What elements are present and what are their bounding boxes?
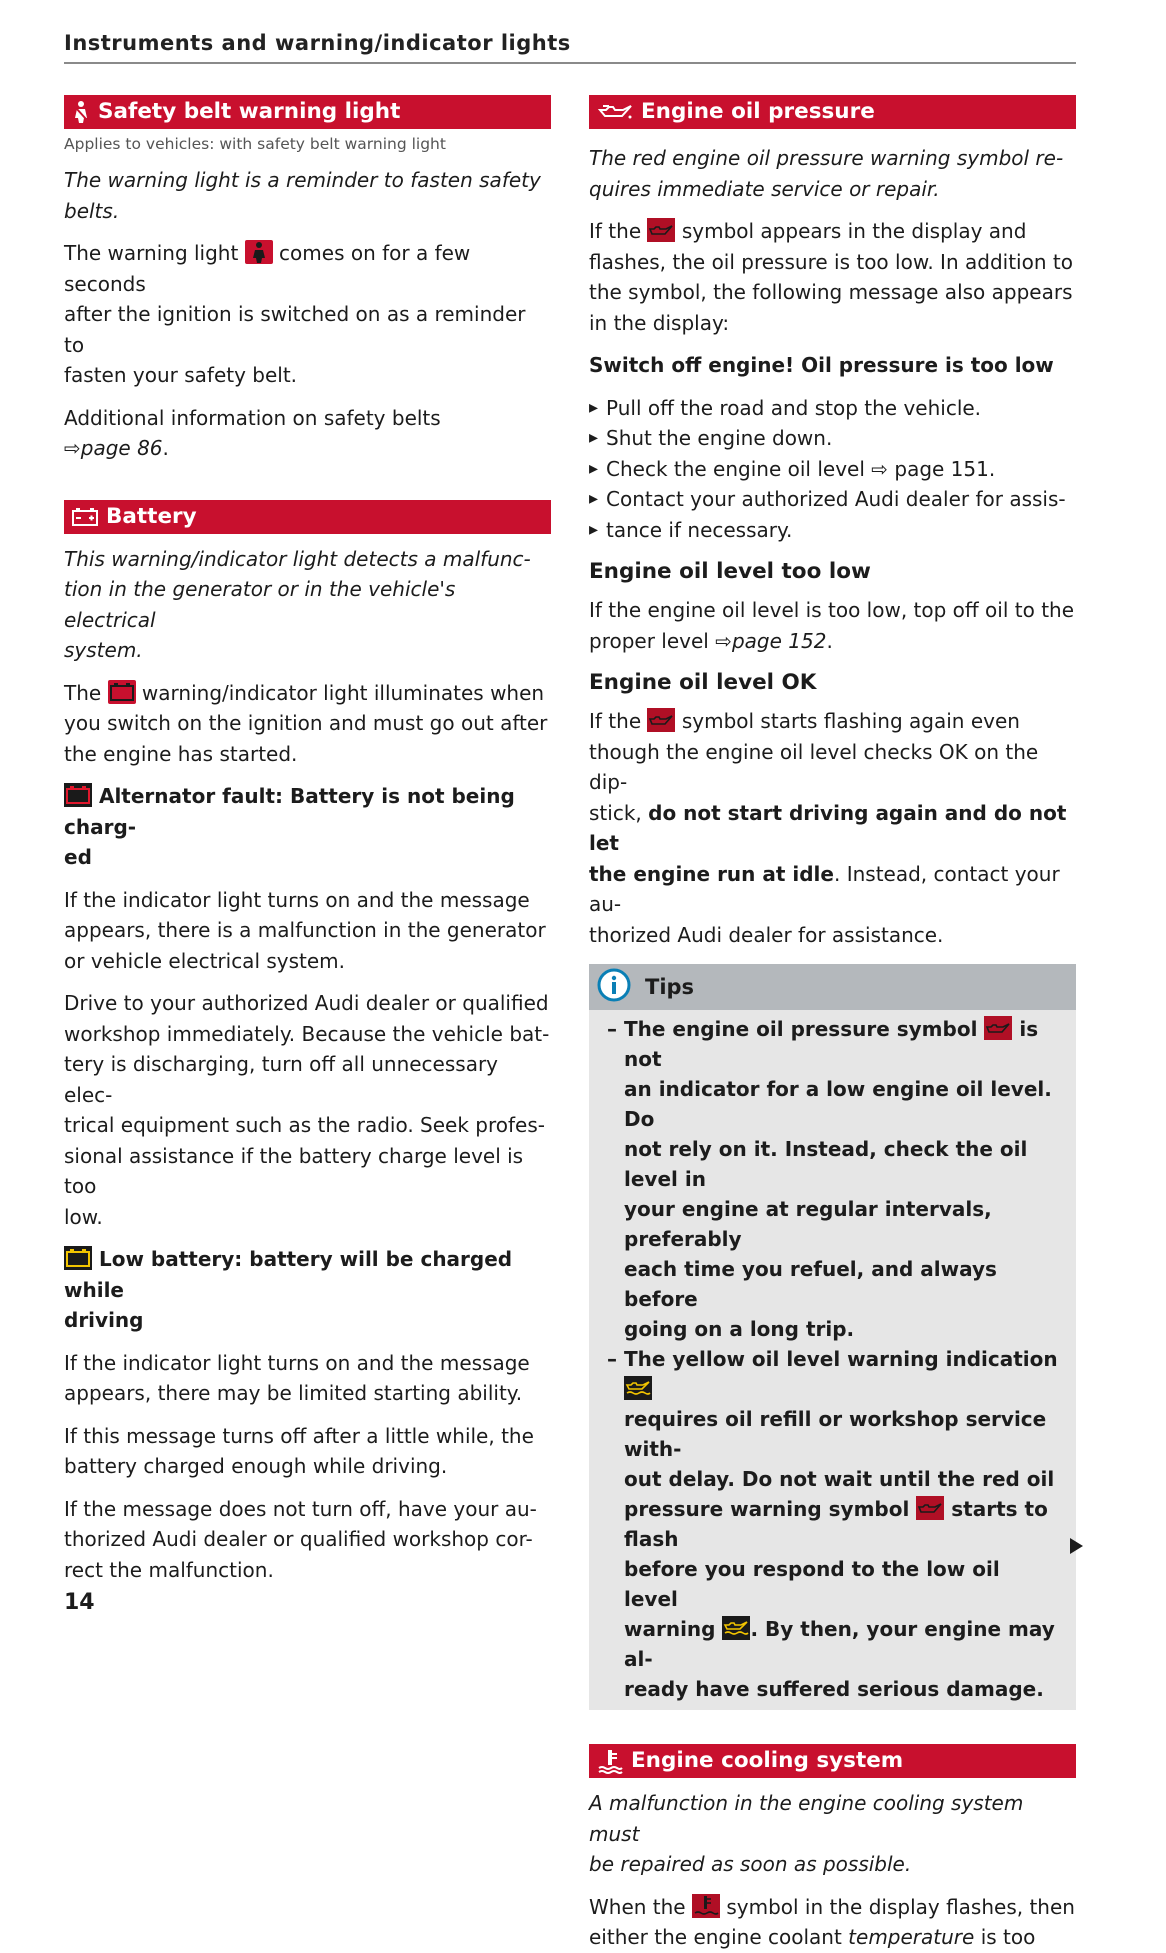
body-line: sional assistance if the battery charge level is too bbox=[64, 1143, 524, 1198]
oil-pressure-red-icon bbox=[916, 1496, 944, 1520]
text: starts to flash bbox=[624, 1497, 1048, 1551]
body-line: in the display: bbox=[589, 310, 730, 335]
arrow-right-icon: ⇨ bbox=[64, 436, 81, 460]
body-line: Drive to your authorized Audi dealer or qualified bbox=[64, 991, 549, 1015]
subheading-line: driving bbox=[64, 1308, 144, 1332]
tips-title: Tips bbox=[645, 975, 695, 999]
tip-line: your engine at regular intervals, preferably bbox=[624, 1197, 992, 1251]
body-line: If the indicator light turns on and the message bbox=[64, 1350, 530, 1375]
subheading bbox=[64, 1244, 551, 1305]
safety-belt-section-header bbox=[64, 95, 551, 129]
text: . bbox=[162, 436, 169, 460]
body-line: fasten your safety belt. bbox=[64, 363, 298, 387]
right-column bbox=[589, 95, 1076, 1953]
list-item-continuation: ▸ tance if necessary. bbox=[589, 515, 1076, 546]
body-line: though the engine oil level checks OK on the dip- bbox=[589, 739, 1039, 794]
subheading: Engine oil level too low bbox=[589, 559, 871, 584]
intro-line: belts. bbox=[64, 198, 120, 223]
body-line: workshop immediately. Because the vehicle bat- bbox=[64, 1021, 550, 1046]
body-line: the engine has started. bbox=[64, 741, 298, 766]
list-item: ▸ Contact your authorized Audi dealer for assis- bbox=[589, 484, 1076, 515]
text: If the bbox=[589, 709, 642, 733]
text: stick, bbox=[589, 800, 642, 825]
running-head: Instruments and warning/indicator lights bbox=[64, 31, 571, 55]
tips-box bbox=[589, 964, 1076, 1710]
body-line: rect the malfunction. bbox=[64, 1557, 274, 1582]
intro-line: The red engine oil pressure warning symbol re- bbox=[589, 146, 1064, 170]
left-column bbox=[64, 95, 551, 1585]
tip-line: each time you refuel, and always before bbox=[624, 1257, 997, 1311]
intro-line: The warning light is a reminder to fasten safety bbox=[64, 168, 541, 192]
tips-header bbox=[589, 964, 1076, 1010]
text: The warning light bbox=[64, 241, 239, 265]
tip-line: before you respond to the low oil level bbox=[624, 1557, 1000, 1611]
body-line: thorized Audi dealer or qualified workshop cor- bbox=[64, 1527, 533, 1551]
message-heading: Switch off engine! Oil pressure is too low bbox=[589, 353, 1054, 377]
dash: – bbox=[607, 1347, 617, 1371]
body-line: If the indicator light turns on and the message bbox=[64, 887, 530, 912]
battery-icon bbox=[72, 507, 98, 527]
body-line: thorized Audi dealer for assistance. bbox=[589, 922, 944, 947]
list-item: ▸ Pull off the road and stop the vehicle. bbox=[589, 393, 1076, 424]
text: warning/indicator light illuminates when bbox=[141, 680, 545, 705]
battery-yellow-icon bbox=[64, 1246, 92, 1270]
body-line bbox=[589, 859, 1076, 920]
seatbelt-warning-icon bbox=[245, 240, 273, 264]
action-steps bbox=[589, 393, 1076, 546]
body-line: If the message does not turn off, have your au- bbox=[64, 1496, 537, 1521]
oil-pressure-red-icon bbox=[984, 1016, 1012, 1040]
tip-line: ready have suffered serious damage. bbox=[624, 1677, 1044, 1701]
body-line bbox=[64, 678, 551, 709]
oil-level-yellow-icon bbox=[722, 1616, 750, 1640]
tip-line: going on a long trip. bbox=[624, 1317, 855, 1341]
cooling-section-header bbox=[589, 1744, 1076, 1778]
body-line: If this message turns off after a little while, the bbox=[64, 1423, 534, 1448]
text: is too bbox=[980, 1925, 1036, 1949]
body-line bbox=[589, 798, 1076, 859]
subheading-line: ed bbox=[64, 845, 92, 869]
battery-red-icon bbox=[64, 783, 92, 807]
tip-line: an indicator for a low engine oil level. Do bbox=[624, 1077, 1052, 1131]
bold-text: do not start driving again and do not let bbox=[589, 800, 1067, 855]
oil-pressure-red-icon bbox=[647, 708, 675, 732]
applies-note: Applies to vehicles: with safety belt warning light bbox=[64, 135, 446, 153]
body-line bbox=[589, 626, 1076, 657]
section-title: Battery bbox=[106, 503, 197, 529]
text: When the bbox=[589, 1894, 686, 1919]
intro-line: system. bbox=[64, 638, 143, 662]
seatbelt-icon bbox=[72, 100, 90, 124]
body-line bbox=[589, 1922, 1076, 1953]
body-line bbox=[589, 706, 1076, 737]
header-rule bbox=[64, 62, 1076, 64]
tip-line bbox=[607, 1614, 1058, 1674]
body-line: Additional information on safety belts bbox=[64, 405, 441, 430]
text: The yellow oil level warning indication bbox=[624, 1347, 1058, 1371]
intro-line: be repaired as soon as possible. bbox=[589, 1852, 912, 1876]
tips-body bbox=[589, 1010, 1076, 1710]
page-reference[interactable] bbox=[64, 433, 551, 464]
text: pressure warning symbol bbox=[624, 1497, 910, 1521]
intro-line: This warning/indicator light detects a malfunc- bbox=[64, 546, 531, 571]
body-line: battery charged enough while driving. bbox=[64, 1454, 448, 1478]
tip-line bbox=[607, 1014, 1058, 1074]
body-line bbox=[64, 238, 551, 299]
intro-line: quires immediate service or repair. bbox=[589, 176, 940, 201]
tip-line: not rely on it. Instead, check the oil level in bbox=[624, 1137, 1028, 1191]
page-link[interactable]: page 86 bbox=[80, 436, 163, 460]
text: comes on for a few seconds bbox=[64, 241, 471, 296]
bold-text: the engine run at idle bbox=[589, 861, 834, 886]
list-item: ▸ Shut the engine down. bbox=[589, 423, 1076, 454]
oil-pressure-section-header bbox=[589, 95, 1076, 129]
body-line: low. bbox=[64, 1204, 103, 1229]
body-line: If the engine oil level is too low, top off oil to the bbox=[589, 598, 1075, 622]
coolant-temperature-red-icon bbox=[692, 1894, 720, 1918]
text: . Instead, contact your au- bbox=[589, 861, 1060, 916]
oil-pressure-red-icon bbox=[647, 218, 675, 242]
text: either the engine coolant bbox=[589, 1925, 842, 1949]
continue-arrow-icon bbox=[1070, 1538, 1083, 1554]
text: is not bbox=[624, 1017, 1039, 1071]
text: . By then, your engine may al- bbox=[624, 1617, 1055, 1671]
text: . bbox=[826, 628, 833, 653]
tip-line: out delay. Do not wait until the red oil bbox=[624, 1467, 1055, 1491]
subheading: Engine oil level OK bbox=[589, 670, 817, 695]
tip-line: requires oil refill or workshop service with- bbox=[624, 1407, 1047, 1461]
text: proper level bbox=[589, 628, 709, 653]
body-line: appears, there is a malfunction in the generator bbox=[64, 918, 546, 942]
arrow-right-icon: ⇨ bbox=[715, 628, 732, 653]
body-line: flashes, the oil pressure is too low. In addition to bbox=[589, 249, 1073, 274]
italic-text: temperature bbox=[848, 1925, 975, 1949]
info-icon bbox=[597, 968, 631, 1006]
text: warning bbox=[624, 1617, 716, 1641]
page-number: 14 bbox=[64, 1590, 95, 1615]
battery-section-header bbox=[64, 500, 551, 534]
body-line bbox=[589, 1892, 1076, 1923]
thermometer-icon bbox=[597, 1748, 623, 1774]
page-link[interactable]: page 152 bbox=[731, 628, 827, 653]
body-line: the symbol, the following message also appears bbox=[589, 280, 1073, 304]
body-line: trical equipment such as the radio. Seek profes- bbox=[64, 1113, 545, 1137]
section-title: Safety belt warning light bbox=[98, 99, 401, 124]
oil-level-yellow-icon bbox=[624, 1376, 652, 1400]
battery-warning-icon bbox=[108, 680, 136, 704]
text: The engine oil pressure symbol bbox=[624, 1017, 978, 1041]
subheading bbox=[64, 781, 551, 842]
body-line: or vehicle electrical system. bbox=[64, 948, 346, 973]
oil-can-icon bbox=[597, 102, 633, 122]
tip-line bbox=[607, 1344, 1058, 1404]
body-line: after the ignition is switched on as a reminder to bbox=[64, 302, 526, 357]
body-line: you switch on the ignition and must go out after bbox=[64, 711, 548, 735]
section-title: Engine cooling system bbox=[631, 1748, 904, 1773]
text: symbol in the display flashes, then bbox=[726, 1894, 1075, 1919]
text: If the bbox=[589, 219, 642, 243]
body-line: appears, there may be limited starting ability. bbox=[64, 1381, 523, 1405]
list-item: ▸ Check the engine oil level ⇨ page 151. bbox=[589, 454, 1076, 485]
tip-line bbox=[607, 1494, 1058, 1554]
intro-line: tion in the generator or in the vehicle's electrical bbox=[64, 577, 456, 632]
dash: – bbox=[607, 1017, 617, 1041]
section-title: Engine oil pressure bbox=[641, 99, 875, 124]
text: symbol appears in the display and bbox=[681, 219, 1027, 243]
text: Alternator fault: Battery is not being charg- bbox=[64, 784, 515, 839]
text: Low battery: battery will be charged while bbox=[64, 1247, 513, 1302]
body-line: tery is discharging, turn off all unnecessary elec- bbox=[64, 1052, 499, 1107]
text: The bbox=[64, 680, 102, 705]
text: symbol starts flashing again even bbox=[681, 709, 1020, 733]
intro-line: A malfunction in the engine cooling system must bbox=[589, 1791, 1024, 1846]
body-line bbox=[589, 216, 1076, 247]
